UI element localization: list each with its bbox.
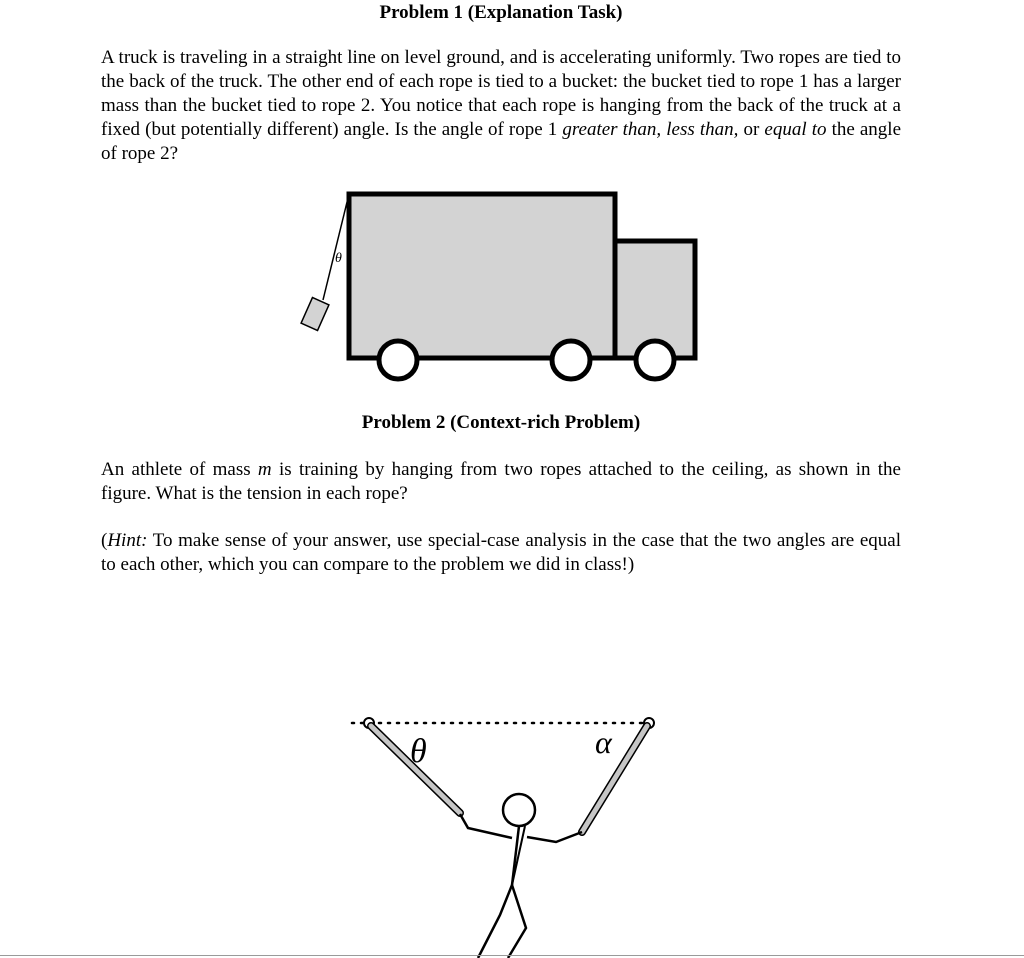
left-angle-label: θ (410, 733, 427, 770)
truck-cargo-box (349, 194, 615, 358)
problem2-hint (101, 529, 901, 577)
right-angle-label: α (595, 724, 612, 760)
truck-wheel-front (636, 341, 674, 379)
athlete-right-arm (527, 832, 582, 842)
problem2-text-pre: An athlete of mass (101, 459, 258, 480)
problem2-mass-variable: m (257, 459, 272, 480)
problem2-hint-open: ( (101, 530, 108, 551)
problem2-title: Problem 2 (Context-rich Problem) (361, 412, 641, 433)
truck-angle-label: θ (335, 251, 342, 266)
truck-bucket (301, 298, 329, 331)
problem2-hint-label: Hint: (107, 530, 148, 551)
problem1-text (101, 46, 901, 166)
athlete-head (503, 794, 535, 826)
problem2-hint-text: To make sense of your answer, use special-case analysis in the case that the two angles are equal to each other, which you can compare to the problem we did in class!) (101, 530, 901, 575)
problem1-text-equal: equal to (764, 119, 827, 140)
page-bottom-border (0, 955, 1024, 956)
problem1-title: Problem 1 (Explanation Task) (379, 2, 623, 23)
truck-rope (323, 194, 349, 300)
problem1-text-options: greater than, less than, (562, 119, 739, 140)
truck-figure (290, 180, 710, 385)
problem1-text-end: the angle of rope 2? (101, 119, 902, 164)
problem1-text-or: or (738, 119, 765, 140)
problem2-text-post: is training by hanging from two ropes attached to the ceiling, as shown in the figure. What is the tension in each rope? (101, 459, 901, 504)
problem1-text-main: A truck is traveling in a straight line on level ground, and is accelerating uniformly. Two ropes are tied to the back of the truck. The other end of each rope is tied to a bucket: the bucket tied to rope 1 has a larger mass than the bucket tied to rope 2. You notice that each rope is hanging from the back of the truck at a fixed (but potentially different) angle. Is the angle of rope 1 (101, 47, 901, 140)
right-rope (582, 726, 647, 832)
athlete-figure (330, 700, 670, 958)
problem2-text (101, 458, 901, 506)
truck-wheel-middle (552, 341, 590, 379)
athlete-left-leg (478, 885, 512, 958)
athlete-right-leg (508, 885, 526, 958)
truck-wheel-rear (379, 341, 417, 379)
